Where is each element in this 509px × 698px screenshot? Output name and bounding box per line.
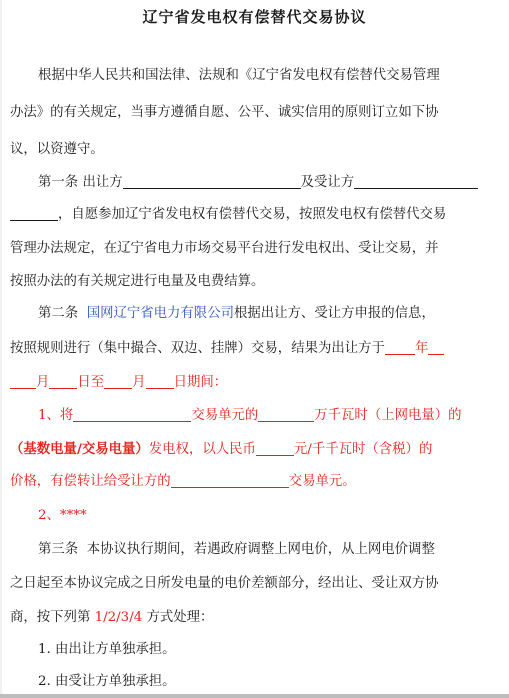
buyer-blank[interactable]: [354, 173, 478, 189]
end-day-blank[interactable]: [146, 373, 174, 389]
end-month-label: 月: [132, 375, 146, 390]
item-1-basis: （基数电量/交易电量）: [10, 441, 149, 457]
article-1-line-4: 按照办法的有关规定进行电量及电费结算。: [10, 274, 265, 289]
item-2: 2、****: [38, 508, 87, 523]
article-1-label: 第一条: [38, 175, 79, 190]
article-3-text-3a: 商，按下列第: [10, 610, 91, 625]
buyer-label: 及受让方: [300, 175, 355, 190]
article-3-line-2: 之日起至本协议完成之日所发电量的电价差额部分，经出让、受让双方协: [10, 576, 439, 591]
preamble-line-2: 办法》的有关规定，当事方遵循自愿、公平、诚实信用的原则订立如下协: [10, 105, 439, 120]
item-1-unit-label: 交易单元的: [191, 408, 259, 423]
option-1: 1. 由出让方单独承担。: [38, 642, 176, 657]
article-3-text-1: 本协议执行期间，若遇政府调整上网电价，从上网电价调整: [86, 542, 435, 557]
article-2-text-2: 按照规则进行（集中撮合、双边、挂牌）交易，结果为出让方于: [10, 341, 385, 356]
item-1-price-label: 元/千千瓦时（含税）的: [293, 442, 433, 457]
options-list: 1/2/3/4: [94, 610, 143, 625]
start-month-blank[interactable]: [10, 373, 36, 389]
start-month-label: 月: [36, 375, 50, 390]
article-2-line-2: [10, 339, 444, 359]
quantity-blank[interactable]: [258, 406, 314, 422]
day-to-label: 日至: [77, 375, 105, 390]
year-blank-2[interactable]: [428, 339, 444, 355]
company-name: 国网辽宁省电力有限公司: [86, 306, 234, 321]
preamble-line-3: 议，以资遵守。: [10, 142, 104, 157]
article-3-line-1: [38, 540, 435, 560]
seller-unit-blank[interactable]: [73, 406, 191, 422]
left-edge: [0, 0, 2, 698]
article-2-label: 第二条: [38, 306, 79, 321]
item-1-right-label: 发电权，以人民币: [148, 442, 256, 457]
end-month-blank[interactable]: [104, 373, 132, 389]
article-3-label: 第三条: [38, 542, 79, 557]
article-2-line-3: [10, 373, 227, 393]
seller-blank[interactable]: [123, 173, 301, 189]
seller-label: 出让方: [82, 175, 123, 190]
article-2-text-1: 根据出让方、受让方申报的信息，: [233, 306, 435, 321]
article-3-line-3: [10, 608, 213, 628]
item-1-text-3b: 交易单元。: [288, 474, 356, 489]
start-day-blank[interactable]: [49, 373, 77, 389]
item-1-qty-label: 万千瓦时（上网电量）的: [314, 408, 462, 423]
price-blank[interactable]: [256, 440, 294, 456]
document-title: 辽宁省发电权有偿替代交易协议: [142, 8, 367, 26]
article-1-line-2: [10, 205, 446, 225]
article-1-text-2: ，自愿参加辽宁省发电权有偿替代交易，按照发电权有偿替代交易: [58, 207, 447, 222]
buyer-blank-cont[interactable]: [10, 205, 58, 221]
year-blank[interactable]: [385, 339, 415, 355]
article-1-line-3: 管理办法规定，在辽宁省电力市场交易平台进行发电权出、受让交易，并: [10, 241, 439, 256]
bottom-edge: [0, 694, 509, 698]
item-1-line-1: [38, 406, 462, 426]
option-2: 2. 由受让方单独承担。: [38, 674, 176, 689]
year-label: 年: [414, 341, 429, 356]
item-1-text-3a: 价格，有偿转让给受让方的: [10, 474, 171, 489]
article-3-text-3b: 方式处理：: [146, 610, 214, 625]
buyer-unit-blank[interactable]: [171, 472, 289, 488]
item-1-prefix: 1、将: [38, 408, 74, 423]
article-2-line-1: [38, 304, 435, 324]
period-label: 日期间：: [173, 375, 228, 390]
preamble-line-1: 根据中华人民共和国法律、法规和《辽宁省发电权有偿替代交易管理: [38, 68, 440, 83]
item-1-line-2: [10, 439, 432, 460]
article-1-line-1: [38, 173, 478, 193]
item-1-line-3: [10, 472, 356, 492]
